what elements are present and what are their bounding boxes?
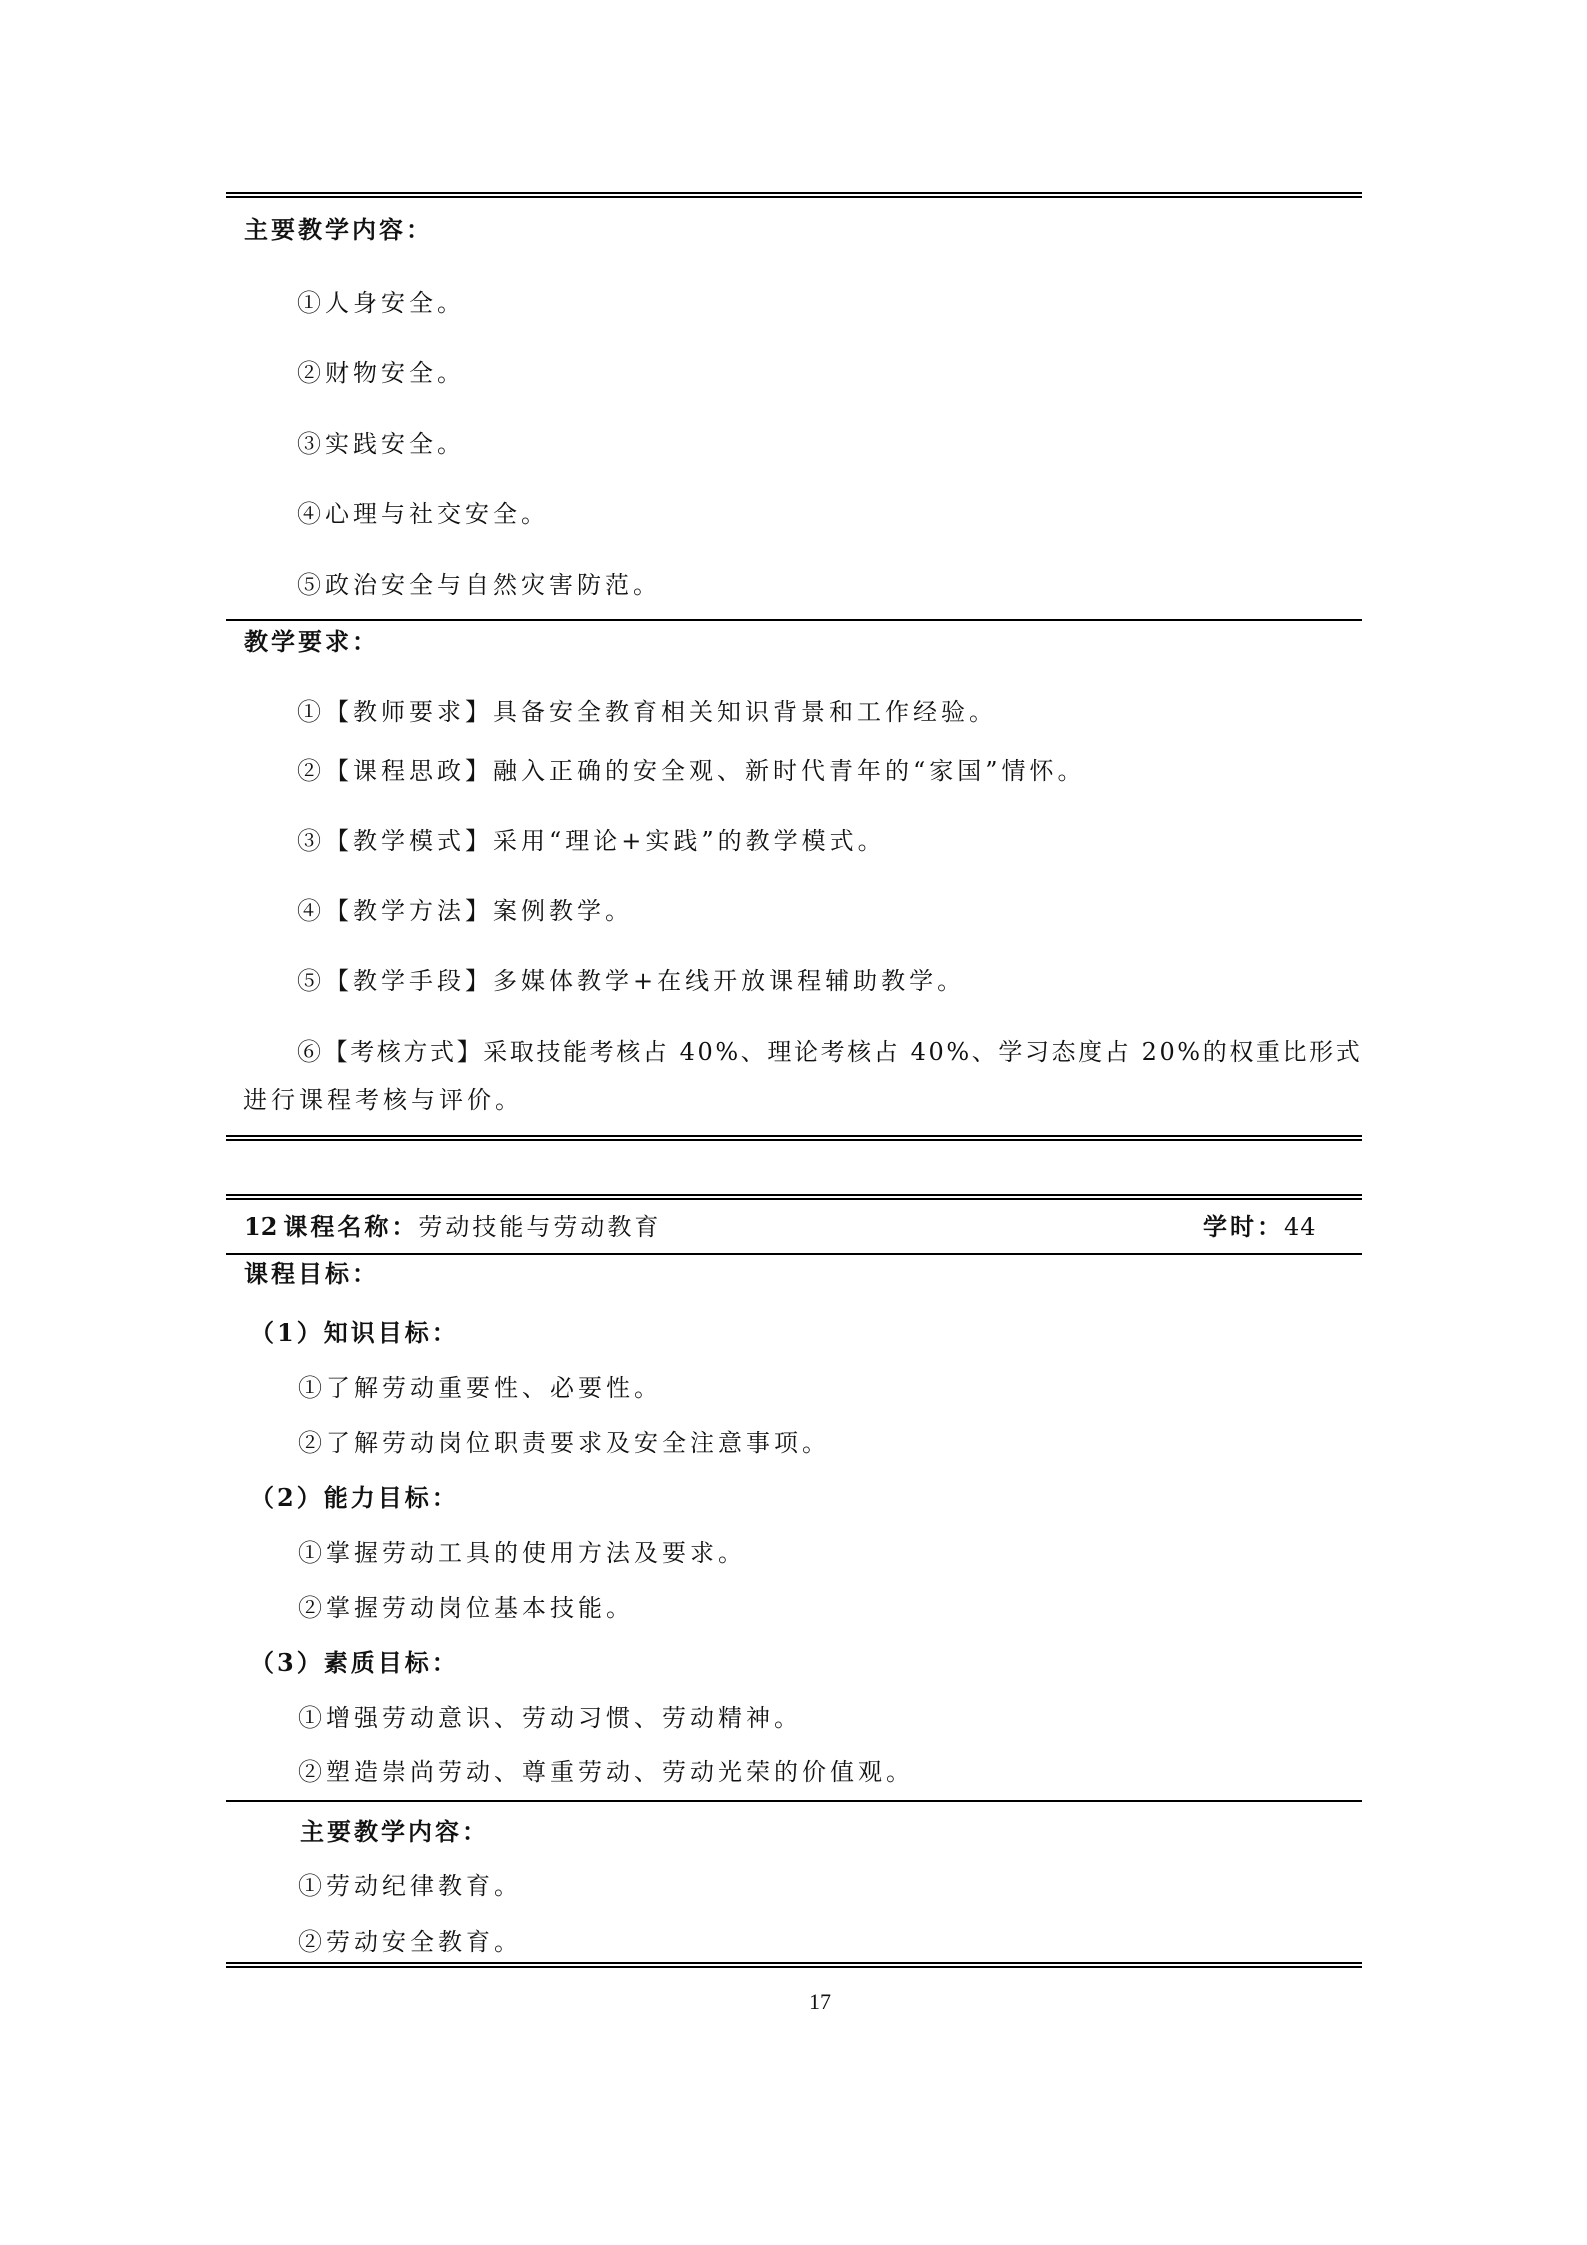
list-item: ②塑造崇尚劳动、尊重劳动、劳动光荣的价值观。 <box>298 1758 914 1786</box>
list-item: ①劳动纪律教育。 <box>298 1872 522 1900</box>
subheading-ability: （2）能力目标： <box>250 1483 459 1512</box>
section-heading-requirements: 教学要求： <box>244 627 379 656</box>
page-number: 17 <box>809 1989 831 2014</box>
table-bottom-double-rule <box>226 1962 1362 1968</box>
list-item: ⑥【考核方式】采取技能考核占 40%、理论考核占 40%、学习态度占 20%的权重比形式 <box>297 1038 1363 1066</box>
list-item: ①人身安全。 <box>297 289 465 317</box>
list-item: ②财物安全。 <box>297 359 465 387</box>
list-item: ⑤【教学手段】多媒体教学+在线开放课程辅助教学。 <box>297 967 966 995</box>
row-divider <box>226 619 1362 621</box>
list-item: ②【课程思政】融入正确的安全观、新时代青年的“家国”情怀。 <box>297 757 1086 785</box>
subheading-quality: （3）素质目标： <box>250 1648 459 1677</box>
section-heading-main-content: 主要教学内容： <box>300 1817 489 1846</box>
list-item-continuation: 进行课程考核与评价。 <box>243 1086 523 1114</box>
list-item: ①【教师要求】具备安全教育相关知识背景和工作经验。 <box>297 698 997 726</box>
table-top-double-rule <box>226 1194 1362 1200</box>
course-hours <box>1203 1212 1317 1242</box>
list-item: ③实践安全。 <box>297 430 465 458</box>
course-name-label: 课程名称： <box>283 1212 419 1241</box>
section-heading-objectives: 课程目标： <box>244 1259 379 1288</box>
table-top-double-rule <box>226 192 1362 198</box>
list-item: ②劳动安全教育。 <box>298 1928 522 1956</box>
list-item: ②了解劳动岗位职责要求及安全注意事项。 <box>298 1429 830 1457</box>
section-heading-main-content: 主要教学内容： <box>244 215 433 244</box>
list-item: ①增强劳动意识、劳动习惯、劳动精神。 <box>298 1704 802 1732</box>
list-item: ②掌握劳动岗位基本技能。 <box>298 1594 634 1622</box>
hours-value: 44 <box>1284 1213 1317 1241</box>
list-item: ③【教学模式】采用“理论+实践”的教学模式。 <box>297 827 886 855</box>
list-item: ①掌握劳动工具的使用方法及要求。 <box>298 1539 746 1567</box>
course-number: 12 <box>244 1212 278 1241</box>
list-item: ①了解劳动重要性、必要性。 <box>298 1374 662 1402</box>
course-name: 劳动技能与劳动教育 <box>418 1213 662 1241</box>
list-item: ④【教学方法】案例教学。 <box>297 897 633 925</box>
subheading-knowledge: （1）知识目标： <box>250 1318 459 1347</box>
list-item: ⑤政治安全与自然灾害防范。 <box>297 571 661 599</box>
course-title-row <box>244 1212 661 1242</box>
row-divider <box>226 1800 1362 1802</box>
list-item: ④心理与社交安全。 <box>297 500 549 528</box>
hours-label: 学时： <box>1203 1212 1284 1241</box>
table-bottom-double-rule <box>226 1135 1362 1141</box>
row-divider <box>226 1253 1362 1255</box>
